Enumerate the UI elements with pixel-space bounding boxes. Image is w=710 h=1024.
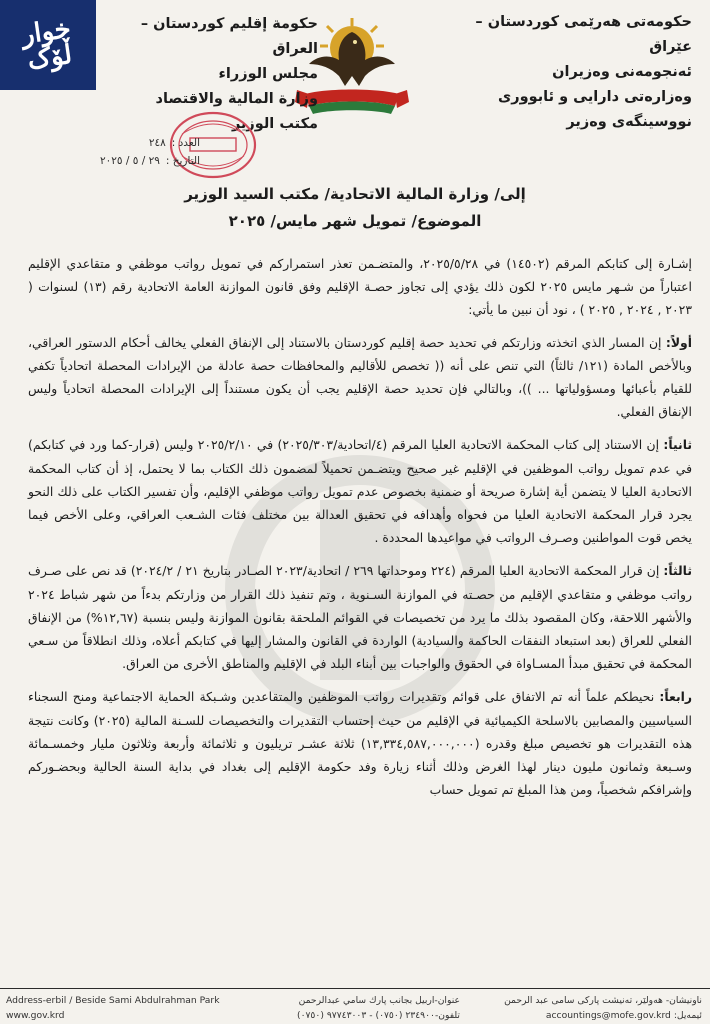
header-arabic-line: وزارة المالية والاقتصاد <box>155 91 318 107</box>
section-paragraph <box>28 685 692 801</box>
intro-paragraph: إشـارة إلى كتابكم المرقم (١٤٥٠٢) في ٢٠٢٥/٥/٢٨، والمتضـمن تعذر استمراركم في تمويل رواتب موظفي و متقاعدي الإقليم اعتباراً من شـهر مايس ٢٠٢٥ لكون ذلك يؤدي إلى تجاوز حصـة الإقليم وفق قانون الموازنة العامة الاتحادية رقم (١٣) لسنوات ( ٢٠٢٣ , ٢٠٢٤ , ٢٠٢٥ ) ، نود أن نبين ما يأتي: <box>28 256 692 318</box>
section-paragraph <box>28 559 692 675</box>
footer-email-link[interactable]: accountings@mofe.gov.krd <box>545 1010 671 1021</box>
document-number: العدد : ٢٤٨ <box>148 137 200 149</box>
addressee-line: إلى/ وزارة المالية الاتحادية/ مكتب السيد الوزير <box>184 185 526 203</box>
header-kurdish-line: حكومەتی هەرێمی كوردستان – عێراق <box>475 14 692 55</box>
header-kurdish-line: وەزارەتی دارایی و ئابووری <box>498 89 692 105</box>
document-meta <box>30 134 200 170</box>
section-paragraph <box>28 331 692 424</box>
section-label: ثانياً: <box>663 437 692 453</box>
letter-footer <box>0 988 710 1024</box>
section-label: رابعاً: <box>659 689 692 705</box>
header-arabic-line: مجلس الوزراء <box>218 66 318 82</box>
footer-address: Address-erbil / Beside Sami Abdulrahman Park <box>6 995 220 1006</box>
document-date: التاريخ : ٢٩ / ٥ / ٢٠٢٥ <box>99 155 200 167</box>
header-arabic-line: مكتب الوزير <box>231 116 318 132</box>
footer-arabic <box>240 993 460 1023</box>
footer-email <box>462 1008 702 1023</box>
site-watermark-logo: خوار ڵۆک <box>0 0 96 90</box>
section-paragraph <box>28 433 692 549</box>
footer-website-link[interactable]: www.gov.krd <box>6 1010 65 1021</box>
subject-line: الموضوع/ تمويل شهر مايس/ ٢٠٢٥ <box>228 212 482 230</box>
footer-kurdish-address: ناونیشان- هەولێر، تەنیشت پارکی سامی عبد الرحمن <box>504 995 702 1006</box>
header-kurdish <box>452 10 692 135</box>
footer-arabic-address: عنوان-اربيل بجانب پارك سامي عبدالرحمن <box>298 995 460 1006</box>
footer-kurdish <box>462 993 702 1023</box>
header-kurdish-line: نووسینگەی وەزیر <box>566 114 692 130</box>
footer-email-label: ئیمەیل: <box>673 1010 702 1021</box>
header-kurdish-line: ئەنجومەنی وەزیران <box>552 64 692 80</box>
header-arabic-line: حكومة إقليم كوردستان – العراق <box>140 16 318 57</box>
section-label: ثالثاً: <box>663 563 692 579</box>
section-text: إن المسار الذي اتخذته وزارتكم في تحديد حصة إقليم كوردستان بالاستناد إلى الإنفاق الفعلي يخالف أحكام الدستور العراقي، وبالأخص المادة (١٢١/ ثالثاً) التي تنص على أنه (( تخصص للأقاليم والمحافظات حصة عادلة من الإيرادات المحصلة اتحادياً تكفي للقيام بأعبائها ومسؤولياتها ... ))، وبالتالي فإن تحديد حصة الإقليم يجب أن يكون مستنداً إلى الإيرادات المحصلة اتحادياً وليس الإنفاق الفعلي. <box>28 334 692 420</box>
letter-body <box>28 252 692 811</box>
footer-english <box>6 993 220 1023</box>
section-label: أولاً: <box>665 334 692 350</box>
footer-phone: تلفون-٢٣٤٩٠٠ (٠٧٥٠) - ٩٧٧٤٣٠٠٣ (٠٧٥٠) <box>296 1010 460 1021</box>
section-text: نحيطكم علماً أنه تم الاتفاق على قوائم وتقديرات رواتب الموظفين والمتقاعدين وشـبكة الحماية الاجتماعية ومنح السجناء السياسيين والمصابين بالاسلحة الكيميائية في الإقليم من حيث إحتساب التقديرات والتخصيصات للسـنة المالية (٢٠٢٥) وكانت نتيجة هذه التقديرات هو تخصيص مبلغ وقدره (١٣,٣٣٤,٥٨٧,٠٠٠,٠٠٠) ثلاثة عشـر تريليون و ثلاثمائة وأربعة وثلاثون مليار وخمسـمائة وسـبعة وثمانون مليون دينار لهذا الغرض وذلك أثناء زيارة وفد حكومة الإقليم إلى بغداد في بداية السنة الحالية وبحضـوركم وإشرافكم شخصياً، ومن هذا المبلغ تم تمويل حساب <box>28 689 692 798</box>
section-text: إن قرار المحكمة الاتحادية العليا المرقم (٢٢٤ وموحداتها ٢٦٩ / اتحادية/٢٠٢٣ الصـادر بتاريخ ٢١ / ٢٠٢٤/٢) قد نص على صـرف رواتب موظفي و متقاعدي الإقليم من حصـته في الموازنة السـنوية ، وتم تنفيذ ذلك القرار من وزارتكم بدءاً من شهر شباط ٢٠٢٤ والأشهر اللاحقة، وكان المقصود بذلك ما يرد من تخصيصات في القوائم الملحقة بقانون الموازنة وليس بنسبة (١٢,٦٧%) من الإنفاق الفعلي للعراق (بعد استبعاد النفقات الحاكمة والسيادية) الواردة في القانون والمشار إليها في كتابكم أعلاه، وذلك انطلاقاً من سـعي المحكمة في تحقيق مبدأ المسـاواة في الحقوق والواجبات بين أبناء البلد في الإقليم والمناطق الأخرى من العراق. <box>28 563 693 672</box>
section-text: إن الاستناد إلى كتاب المحكمة الاتحادية العليا المرقم (٤/اتحادية/٢٠٢٥/٣٠٣) في ٢٠٢٥/٢/١٠ وليس (قرار-كما ورد في كتابكم) في عدم تمويل رواتب الموظفين في الإقليم غير صحيح ويتضـمن تحميلاً لمضمون ذلك الكتاب بما لا يحتمل، إذ أن كتاب المحكمة الاتحادية العليا لا يتضمن أية إشارة صريحة أو ضمنية بخصوص عدم تمويل رواتب موظفي الإقليم، وأن تفسير الكتاب على ذلك النحو يجرد قرار المحكمة الاتحادية العليا من فحواه وأهدافه في تحقيق العدالة بين مختلف فئات الشـعب العراقي، وعلى الأخص فيما يخص قوت المواطنين وصـرف الرواتب في مواعيدها المحددة . <box>28 437 692 546</box>
